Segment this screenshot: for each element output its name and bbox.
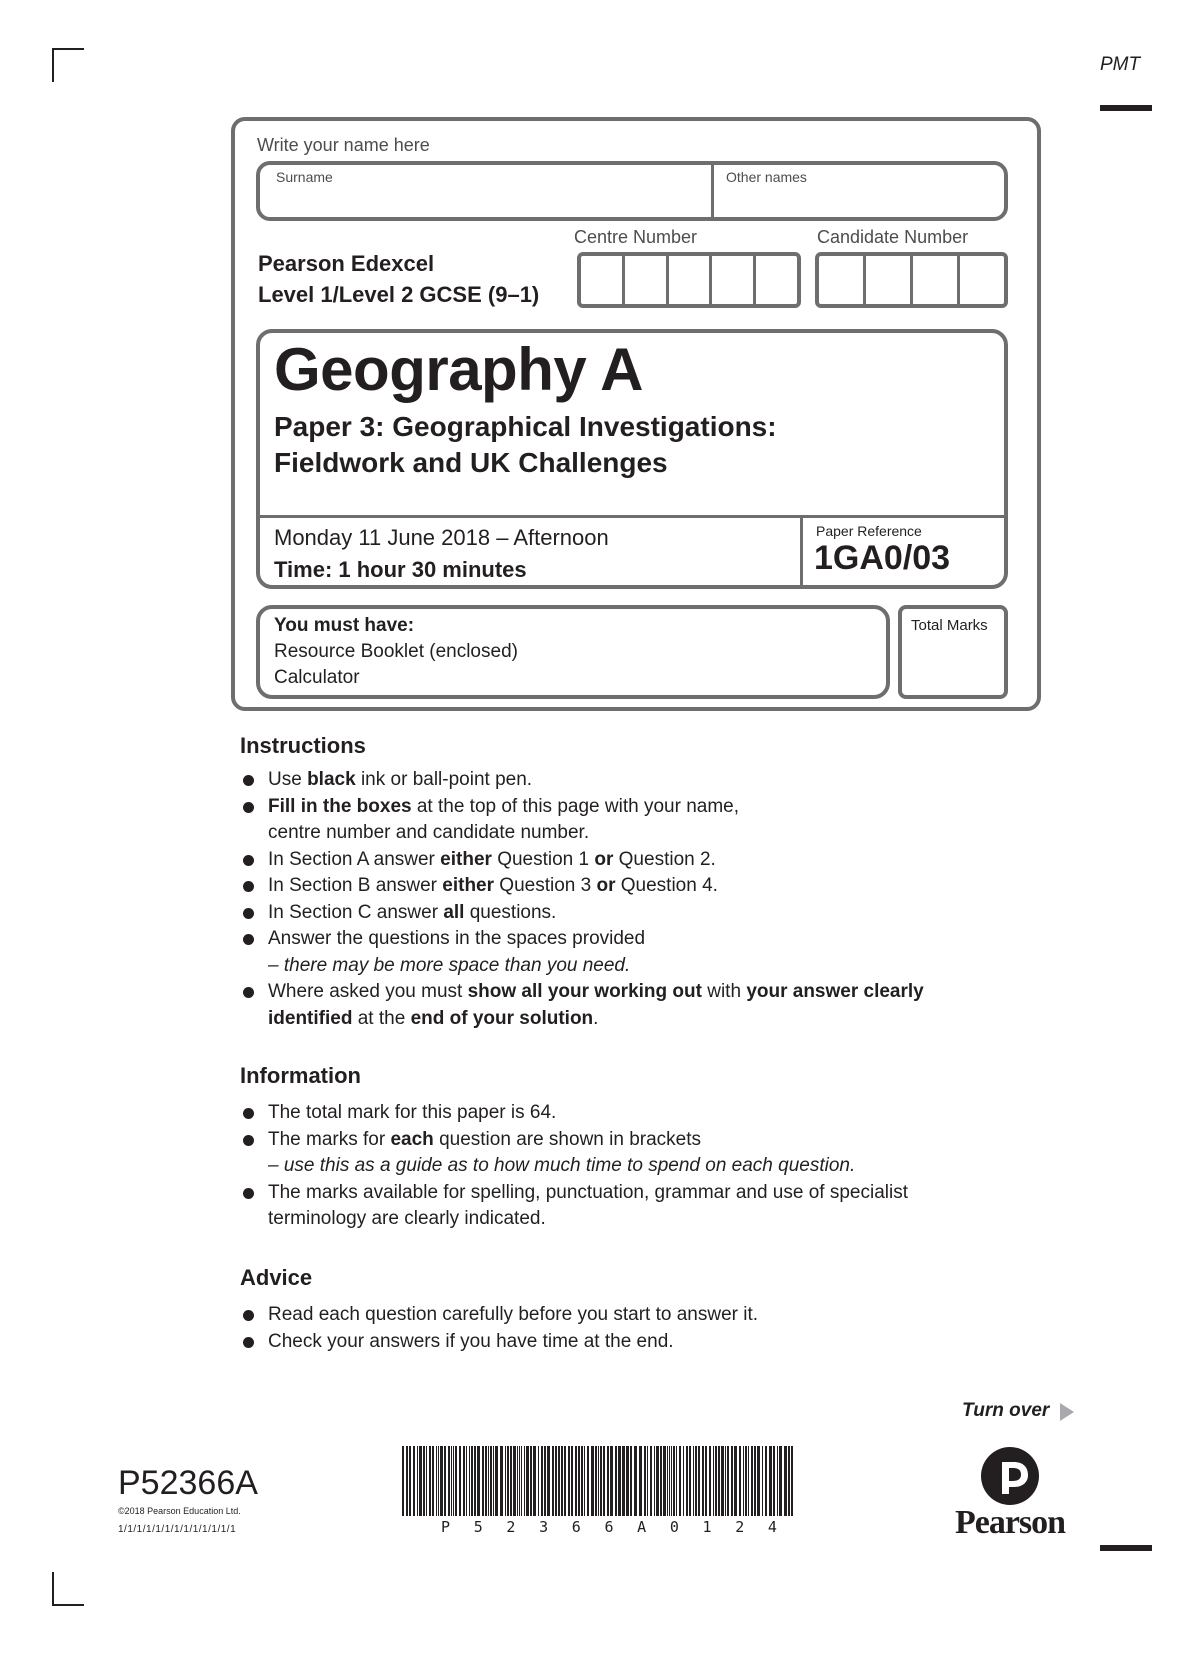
crop-mark-bottom-left-h (52, 1604, 84, 1606)
information-heading: Information (240, 1063, 361, 1088)
turn-over-label: Turn over (962, 1400, 1050, 1421)
list-item: In Section A answer either Question 1 or Question 2. (240, 847, 1000, 874)
candidate-number-label: Candidate Number (817, 227, 969, 247)
barcode-char: 1 (702, 1518, 712, 1536)
list-item: The marks for each question are shown in brackets – use this as a guide as to how much time to spend on each question. (240, 1127, 1000, 1180)
play-arrow-icon (1060, 1403, 1074, 1421)
crop-mark-bottom-left-v (52, 1572, 54, 1606)
centre-number-digit[interactable] (669, 256, 713, 304)
other-names-field[interactable] (714, 165, 1004, 217)
title-box (256, 329, 1008, 589)
instructions-heading: Instructions (240, 733, 366, 758)
barcode-char: 6 (604, 1518, 614, 1536)
pearson-logo-mark (940, 1446, 1080, 1510)
paper-reference: 1GA0/03 (814, 539, 951, 577)
barcode (402, 1446, 802, 1520)
advice-heading: Advice (240, 1265, 313, 1290)
barcode-char: 2 (506, 1518, 516, 1536)
surname-field[interactable] (260, 165, 711, 217)
total-marks-label: Total Marks (911, 617, 988, 634)
must-have-item: Calculator (274, 667, 360, 688)
centre-number-label: Centre Number (574, 227, 698, 247)
barcode-char: 4 (767, 1518, 777, 1536)
crop-mark-top-left-v (52, 48, 54, 82)
exam-time: Time: 1 hour 30 minutes (274, 557, 527, 582)
barcode-char: 2 (735, 1518, 745, 1536)
information-list (240, 1100, 1000, 1233)
paper-title-line1: Paper 3: Geographical Investigations: (274, 411, 777, 442)
pearson-logo (940, 1446, 1080, 1546)
list-item: Fill in the boxes at the top of this page with your name, centre number and candidate number. (240, 794, 1000, 847)
instructions-list (240, 767, 1000, 1032)
barcode-char: 3 (539, 1518, 549, 1536)
barcode-char: 0 (669, 1518, 679, 1536)
surname-label: Surname (276, 169, 333, 185)
exam-board-name: Pearson Edexcel (258, 251, 435, 276)
reference-divider (800, 515, 803, 589)
barcode-char: 5 (473, 1518, 483, 1536)
list-item: Check your answers if you have time at the end. (240, 1329, 1000, 1356)
list-item: The marks available for spelling, punctuation, grammar and use of specialist terminology are clearly indicated. (240, 1180, 1000, 1233)
centre-number-digit[interactable] (712, 256, 756, 304)
print-code: 1/1/1/1/1/1/1/1/1/1/1/1/1 (118, 1524, 237, 1535)
centre-number-digit[interactable] (756, 256, 797, 304)
list-item: In Section B answer either Question 3 or Question 4. (240, 873, 1000, 900)
must-have-item: Resource Booklet (enclosed) (274, 641, 518, 662)
must-have-box (256, 605, 890, 699)
top-right-bar (1100, 105, 1152, 111)
paper-code: P52366A (118, 1464, 258, 1502)
bottom-right-bar (1100, 1545, 1152, 1551)
list-item: Use black ink or ball-point pen. (240, 767, 1000, 794)
candidate-number-boxes (815, 252, 1008, 308)
pearson-logo-word: Pearson (954, 1504, 1066, 1541)
list-item: Where asked you must show all your working out with your answer clearly identified at the end of your solution. (240, 979, 1000, 1032)
candidate-number-digit[interactable] (819, 256, 866, 304)
centre-number-digit[interactable] (581, 256, 625, 304)
candidate-number-digit[interactable] (960, 256, 1004, 304)
barcode-char: 6 (571, 1518, 581, 1536)
name-box (256, 161, 1008, 221)
other-names-label: Other names (726, 169, 807, 185)
crop-mark-top-left-h (52, 48, 84, 50)
paper-reference-label: Paper Reference (816, 523, 922, 539)
must-have-title: You must have: (274, 615, 415, 636)
total-marks-box (898, 605, 1008, 699)
centre-number-digit[interactable] (625, 256, 669, 304)
write-name-label: Write your name here (257, 135, 430, 155)
centre-number-boxes (577, 252, 801, 308)
list-item: Read each question carefully before you start to answer it. (240, 1302, 1000, 1329)
paper-title-line2: Fieldwork and UK Challenges (274, 447, 668, 478)
subject-title: Geography A (274, 336, 644, 403)
barcode-char: A (637, 1518, 647, 1536)
qualification-level: Level 1/Level 2 GCSE (9–1) (258, 282, 540, 307)
copyright-notice: ©2018 Pearson Education Ltd. (118, 1506, 241, 1516)
candidate-number-digit[interactable] (866, 256, 913, 304)
list-item: The total mark for this paper is 64. (240, 1100, 1000, 1127)
exam-date: Monday 11 June 2018 – Afternoon (274, 525, 609, 550)
title-divider (260, 515, 1004, 518)
candidate-number-digit[interactable] (913, 256, 960, 304)
list-item: In Section C answer all questions. (240, 900, 1000, 927)
barcode-char: P (441, 1518, 451, 1536)
advice-list (240, 1302, 1000, 1355)
list-item: Answer the questions in the spaces provided – there may be more space than you need. (240, 926, 1000, 979)
barcode-text (441, 1518, 777, 1536)
pmt-watermark: PMT (1100, 54, 1141, 75)
